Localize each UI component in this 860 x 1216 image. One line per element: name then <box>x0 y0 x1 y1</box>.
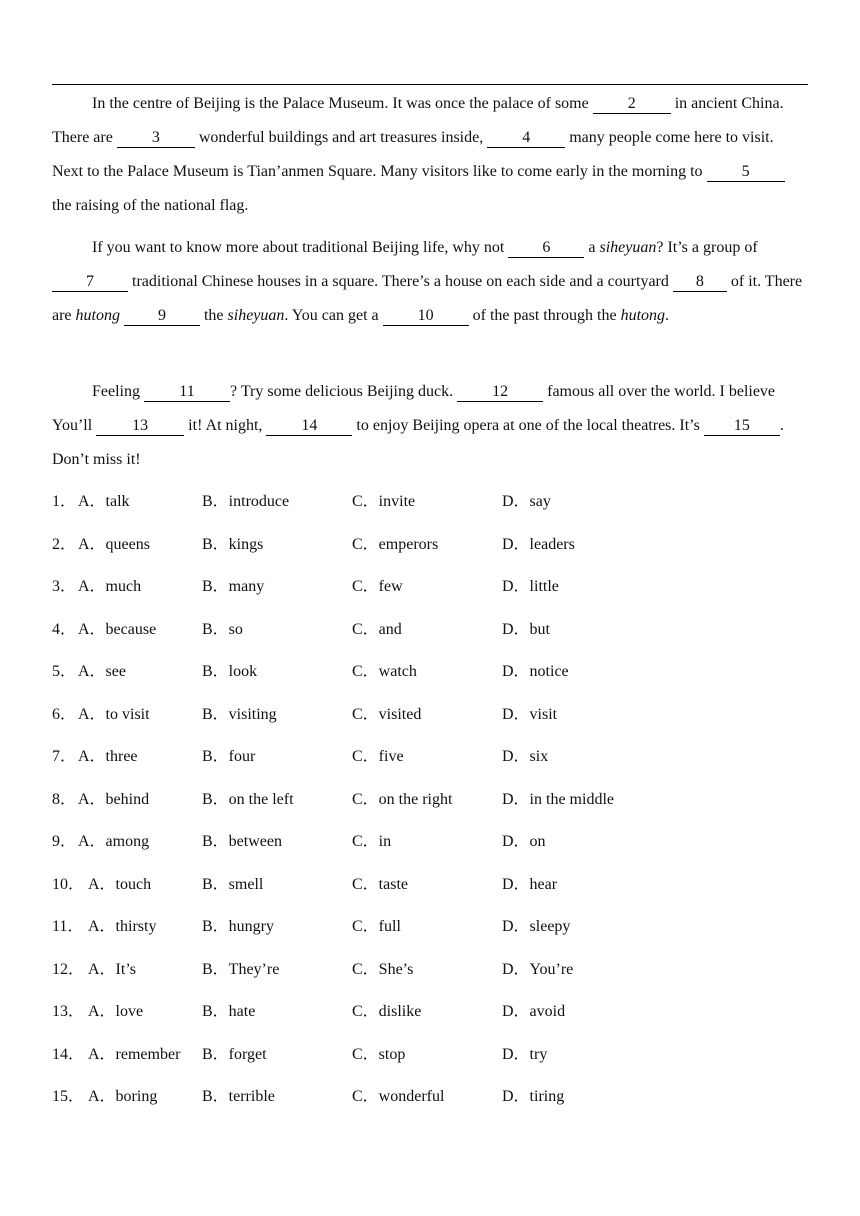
option-c: C．in <box>352 833 392 850</box>
blank-15: 15 <box>704 417 780 436</box>
question-number: 6． <box>52 705 77 723</box>
question-number: 13． <box>52 1003 85 1020</box>
blank-11: 11 <box>144 383 230 402</box>
blank-10: 10 <box>383 307 469 326</box>
top-rule <box>52 84 808 85</box>
option-d: D．little <box>502 578 559 595</box>
option-a: A．queens <box>78 535 150 553</box>
blank-9: 9 <box>124 307 200 326</box>
option-b: B．forget <box>202 1045 267 1063</box>
text: traditional Chinese houses in a square. There’s a house on each side and a courtyard <box>128 273 673 290</box>
text: famous all over the world. I believe You’ll <box>52 383 776 434</box>
option-d: D．notice <box>502 663 569 680</box>
option-c: C．invite <box>352 493 416 510</box>
italic-word: hutong <box>620 307 666 324</box>
option-c: C．five <box>352 748 404 765</box>
option-d: D．but <box>502 620 551 638</box>
option-b: B．look <box>202 663 258 680</box>
option-c: C．emperors <box>352 535 439 553</box>
option-c: C．watch <box>352 663 417 680</box>
option-c: C．visited <box>352 705 422 723</box>
question-number: 8． <box>52 790 77 808</box>
option-d: D．hear <box>502 875 558 893</box>
text: ? Try some delicious Beijing duck. <box>230 383 458 400</box>
blank-4: 4 <box>487 129 565 148</box>
option-a: A．It’s <box>88 960 137 978</box>
text: to enjoy Beijing opera at one of the local theatres. It’s <box>352 417 704 434</box>
text: a <box>584 239 600 256</box>
blank-14: 14 <box>266 417 352 436</box>
question-number: 5． <box>52 663 77 680</box>
option-c: C．on the right <box>352 790 453 808</box>
option-d: D．sleepy <box>502 918 571 935</box>
option-a: A．see <box>78 663 126 680</box>
blank-8: 8 <box>673 273 727 292</box>
option-b: B．so <box>202 620 243 638</box>
option-a: A．among <box>78 833 150 850</box>
text: it! At night, <box>184 417 267 434</box>
text: of it. There are <box>52 273 803 324</box>
blank-12: 12 <box>457 383 543 402</box>
option-d: D．six <box>502 748 549 765</box>
text: wonderful buildings and art treasures inside, <box>194 129 488 146</box>
option-b: B．They’re <box>202 960 280 978</box>
option-b: B．introduce <box>202 493 290 510</box>
blank-2: 2 <box>593 95 671 114</box>
option-d: D．say <box>502 493 551 510</box>
option-b: B．hate <box>202 1003 256 1020</box>
option-d: D．avoid <box>502 1003 566 1020</box>
option-b: B．on the left <box>202 790 294 808</box>
text: ? It’s a group of <box>656 239 758 256</box>
option-d: D．visit <box>502 705 558 723</box>
text: If you want to know more about traditional Beijing life, why not <box>92 239 509 256</box>
option-c: C．She’s <box>352 960 414 978</box>
italic-word: siheyuan <box>599 239 657 256</box>
paragraph-2 <box>52 231 808 333</box>
option-a: A．love <box>88 1003 144 1020</box>
question-number: 14． <box>52 1045 85 1063</box>
option-c: C．and <box>352 620 402 638</box>
question-number: 4． <box>52 620 77 638</box>
option-d: D．try <box>502 1045 548 1063</box>
text: . You can get a <box>284 307 383 324</box>
question-number: 12． <box>52 960 85 978</box>
italic-word: hutong <box>75 307 120 324</box>
option-b: B．hungry <box>202 918 275 935</box>
paragraph-1 <box>52 87 808 223</box>
option-b: B．kings <box>202 535 264 553</box>
option-b: B．terrible <box>202 1088 275 1105</box>
question-number: 2． <box>52 535 77 553</box>
option-b: B．between <box>202 833 282 850</box>
option-a: A．to visit <box>78 705 150 723</box>
question-number: 10． <box>52 875 85 893</box>
question-number: 7． <box>52 748 77 765</box>
text: the raising of the national flag. <box>52 197 249 214</box>
option-a: A．because <box>78 620 157 638</box>
option-d: D．leaders <box>502 535 575 553</box>
text: . <box>665 307 670 324</box>
italic-word: siheyuan <box>227 307 285 324</box>
text: many people come here to visit. Next to the Palace Museum is Tian’anmen Square. Many visitors like to come early in the morning to <box>52 129 774 180</box>
option-c: C．dislike <box>352 1003 422 1020</box>
text: of the past through the <box>468 307 621 324</box>
option-c: C．wonderful <box>352 1088 445 1105</box>
option-a: A．thirsty <box>88 918 157 935</box>
blank-13: 13 <box>96 417 184 436</box>
text: the <box>199 307 228 324</box>
question-number: 9． <box>52 833 77 850</box>
blank-7: 7 <box>52 273 128 292</box>
option-c: C．full <box>352 918 401 935</box>
option-c: C．few <box>352 578 403 595</box>
option-c: C．stop <box>352 1045 406 1063</box>
option-b: B．smell <box>202 875 264 893</box>
text: In the centre of Beijing is the Palace Museum. It was once the palace of some <box>92 95 593 112</box>
option-a: A．much <box>78 578 142 595</box>
option-b: B．many <box>202 578 265 595</box>
option-a: A．three <box>78 748 138 765</box>
text: . Don’t miss it! <box>52 417 784 468</box>
blank-5: 5 <box>707 163 785 182</box>
question-number: 3． <box>52 578 77 595</box>
option-b: B．four <box>202 748 256 765</box>
option-c: C．taste <box>352 875 408 893</box>
text: Feeling <box>92 383 144 400</box>
question-number: 15． <box>52 1088 85 1105</box>
option-b: B．visiting <box>202 705 277 723</box>
option-d: D．on <box>502 833 546 850</box>
option-d: D．tiring <box>502 1088 565 1105</box>
option-a: A．talk <box>78 493 130 510</box>
question-number: 1． <box>52 493 77 510</box>
text: in ancient China. There are <box>52 95 784 146</box>
option-a: A．remember <box>88 1045 181 1063</box>
option-a: A．behind <box>78 790 150 808</box>
blank-6: 6 <box>508 239 584 258</box>
option-d: D．You’re <box>502 960 574 978</box>
option-a: A．boring <box>88 1088 158 1105</box>
paragraph-3 <box>52 375 808 477</box>
option-d: D．in the middle <box>502 790 614 808</box>
blank-3: 3 <box>117 129 195 148</box>
option-a: A．touch <box>88 875 152 893</box>
question-number: 11． <box>52 918 84 935</box>
